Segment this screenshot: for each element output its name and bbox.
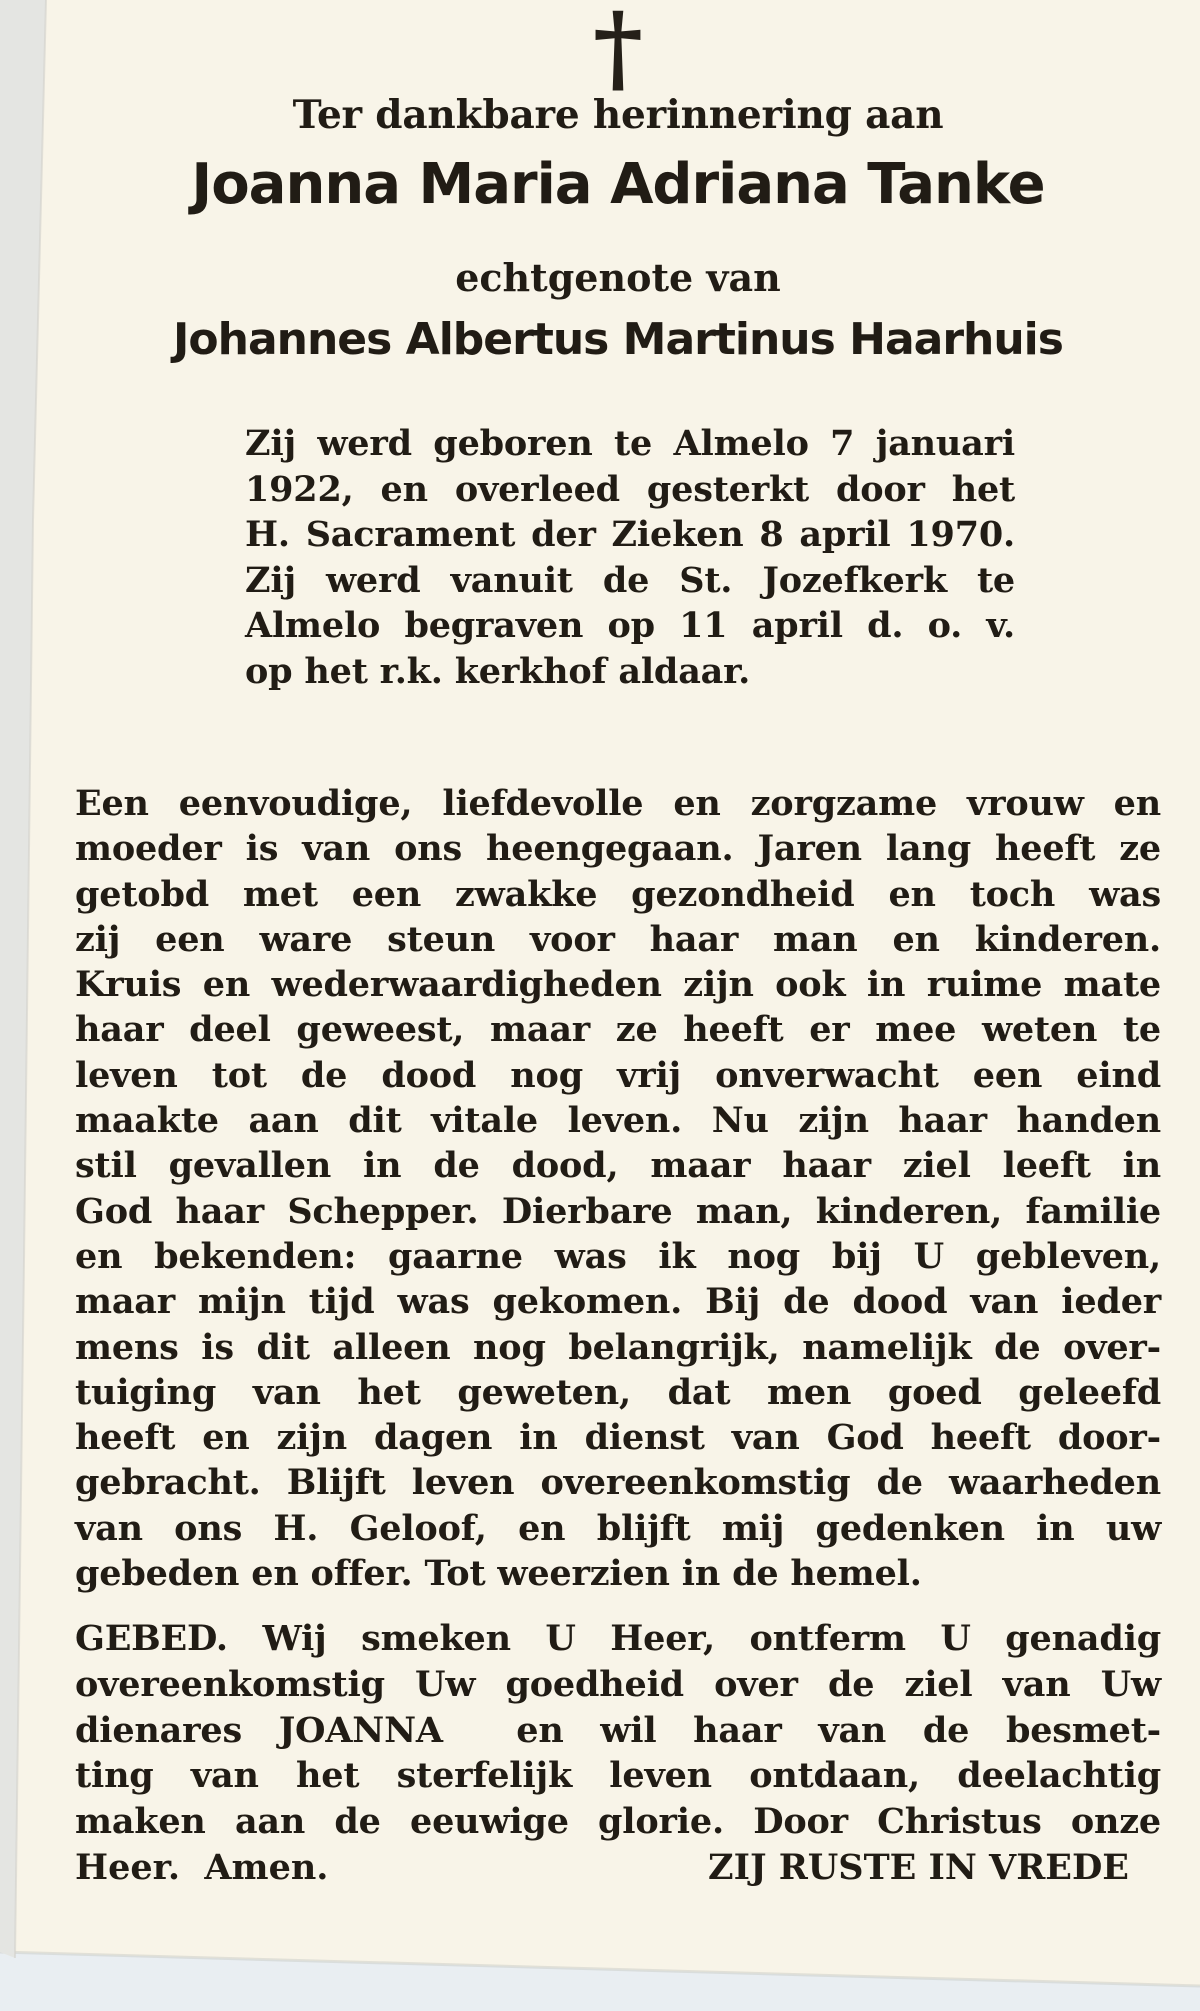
text-line: Zij werd vanuit de St. Jozefkerk te	[245, 559, 1015, 601]
rest-in-peace-line: ZIJ RUSTE IN VREDE	[708, 1847, 1129, 1888]
text-line: heeft en zijn dagen in dienst van God heeft door-	[75, 1417, 1161, 1459]
text-line: leven tot de dood nog vrij onverwacht een eind	[75, 1054, 1161, 1096]
text-line: H. Sacrament der Zieken 8 april 1970.	[245, 514, 1015, 555]
relation-line: echtgenote van	[455, 255, 781, 300]
text-line: maakte aan dit vitale leven. Nu zijn haar handen	[75, 1100, 1161, 1142]
cross-icon: †	[592, 0, 644, 104]
text-line: moeder is van ons heengegaan. Jaren lang heeft ze	[75, 828, 1161, 870]
text-line: maar mijn tijd was gekomen. Bij de dood van ieder	[75, 1281, 1161, 1323]
text-line: gebracht. Blijft leven overeenkomstig de waarheden	[75, 1462, 1161, 1504]
text-line: ting van het sterfelijk leven ontdaan, deelachtig	[75, 1755, 1161, 1797]
birth-death-paragraph	[245, 421, 1015, 694]
text-line: mens is dit alleen nog belangrijk, namelijk de over-	[75, 1326, 1161, 1368]
text-line: Een eenvoudige, liefdevolle en zorgzame vrouw en	[75, 783, 1161, 824]
text-line: zij een ware steun voor haar man en kinderen.	[75, 918, 1161, 960]
text-line: op het r.k. kerkhof aldaar.	[245, 650, 751, 692]
memorial-intro-line: Ter dankbare herinnering aan	[292, 92, 944, 138]
text-line: GEBED. Wij smeken U Heer, ontferm U genadig	[75, 1618, 1161, 1659]
text-line: tuiging van het geweten, dat men goed geleefd	[75, 1371, 1161, 1413]
prayer-closing-amen: Heer. Amen.	[75, 1847, 329, 1888]
text-line: van ons H. Geloof, en blijft mij gedenken in uw	[75, 1507, 1161, 1549]
text-line: God haar Schepper. Dierbare man, kinderen, familie	[75, 1190, 1161, 1232]
deceased-name: Joanna Maria Adriana Tanke	[191, 152, 1045, 217]
prayer-closing-row	[75, 1845, 1161, 1891]
text-line: haar deel geweest, maar ze heeft er mee weten te	[75, 1009, 1161, 1051]
text-line: dienares JOANNA en wil haar van de besmet-	[75, 1709, 1161, 1751]
text-line: overeenkomstig Uw goedheid over de ziel van Uw	[75, 1663, 1161, 1705]
memorial-paragraph	[75, 781, 1161, 1596]
spouse-name: Johannes Albertus Martinus Haarhuis	[173, 314, 1063, 365]
text-line: Zij werd geboren te Almelo 7 januari	[245, 423, 1015, 464]
text-line: Almelo begraven op 11 april d. o. v.	[245, 605, 1015, 646]
text-line: gebeden en offer. Tot weerzien in de hemel.	[75, 1553, 922, 1595]
text-line: maken aan de eeuwige glorie. Door Christus onze	[75, 1801, 1161, 1843]
text-line: en bekenden: gaarne was ik nog bij U gebleven,	[75, 1235, 1161, 1277]
card-content	[75, 0, 1161, 2011]
text-line: 1922, en overleed gesterkt door het	[245, 468, 1015, 510]
text-line: Kruis en wederwaardigheden zijn ook in ruime mate	[75, 964, 1161, 1006]
text-line: getobd met een zwakke gezondheid en toch was	[75, 873, 1161, 915]
prayer-paragraph	[75, 1616, 1161, 1845]
text-line: stil gevallen in de dood, maar haar ziel leeft in	[75, 1145, 1161, 1187]
